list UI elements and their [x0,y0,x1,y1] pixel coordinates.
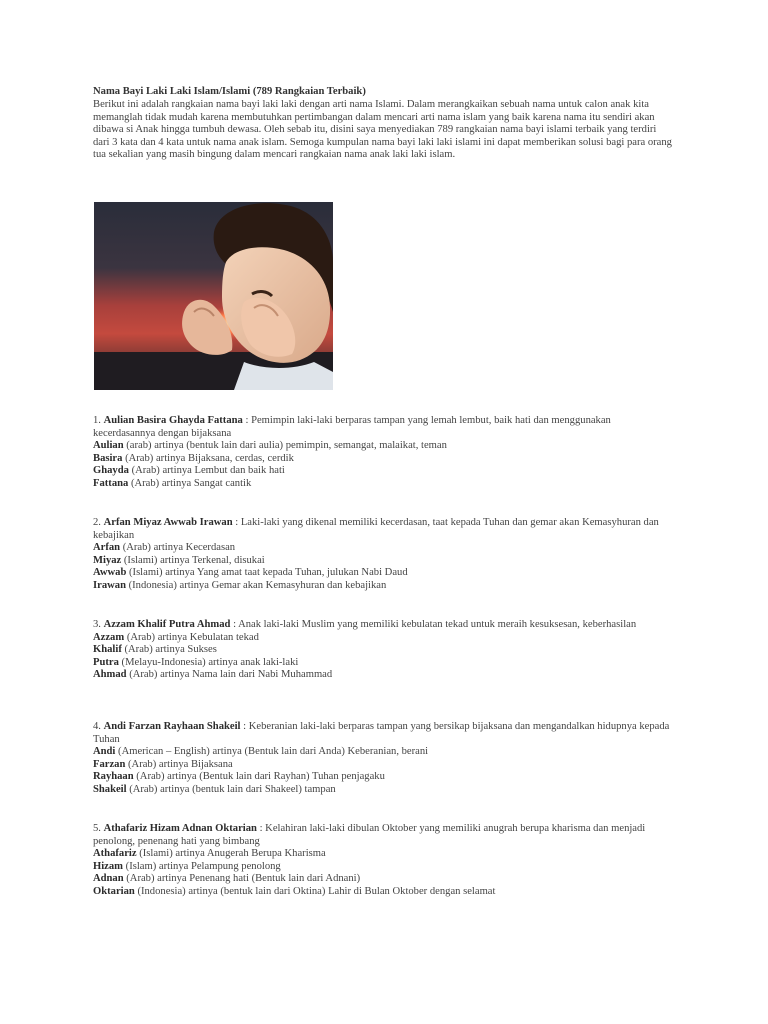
part-name: Basira [93,452,123,464]
part-meaning: (Melayu-Indonesia) artinya anak laki-laki [118,656,299,668]
entry-full-name: Andi Farzan Rayhaan Shakeil [103,721,241,732]
name-part [93,453,673,466]
name-part [93,440,673,453]
entry-heading [93,517,673,542]
name-part [93,580,673,593]
part-meaning: (Arab) artinya Kebulatan tekad [124,631,259,643]
part-name: Khalif [93,644,122,656]
name-part [93,848,673,861]
entry-full-name: Azzam Khalif Putra Ahmad [103,619,231,630]
document-title: Nama Bayi Laki Laki Islam/Islami (789 Rangkaian Terbaik) [93,86,366,97]
entry-description: : Anak laki-laki Muslim yang memiliki kebulatan tekad untuk meraih kesuksesan, keberhasilan [230,619,637,630]
entry-number: 4. [93,721,101,732]
name-part [93,669,673,682]
entry-description: : Keberanian laki-laki berparas tampan yang bersikap bijaksana dan mengandalkan hidupnya kepada Tuhan [93,721,670,745]
part-name: Fattana [93,477,129,489]
part-meaning: (Arab) artinya Sukses [121,644,217,656]
name-part [93,632,673,645]
praying-child-photo [94,202,333,390]
entry-number: 5. [93,823,101,834]
entry-number: 1. [93,415,101,426]
part-meaning: (Arab) artinya (Bentuk lain dari Rayhan) Tuhan penjagaku [133,771,385,783]
part-name: Awwab [93,567,127,579]
entry-number: 2. [93,517,101,528]
entry-full-name: Arfan Miyaz Awwab Irawan [103,517,233,528]
part-name: Shakeil [93,783,127,795]
entry-description: : Kelahiran laki-laki dibulan Oktober yang memiliki anugrah berupa kharisma dan menjadi penolong, penenang hati yang bimbang [93,823,646,847]
part-name: Putra [93,656,119,668]
part-meaning: (Arab) artinya (bentuk lain dari Shakeel) tampan [126,783,336,795]
part-name: Ghayda [93,465,129,477]
name-part [93,644,673,657]
name-part [93,771,673,784]
name-part [93,784,673,797]
name-entry-2 [93,517,673,593]
part-name: Oktarian [93,885,135,897]
name-part [93,465,673,478]
part-meaning: (Arab) artinya Lembut dan baik hati [128,465,285,477]
part-name: Athafariz [93,848,137,860]
name-entry-3 [93,619,673,682]
entry-number: 3. [93,619,101,630]
part-meaning: (Islami) artinya Yang amat taat kepada Tuhan, julukan Nabi Daud [126,567,408,579]
entry-heading [93,721,673,746]
name-part [93,567,673,580]
intro-paragraph: Berikut ini adalah rangkaian nama bayi laki laki dengan arti nama Islami. Dalam merangkaikan sebuah nama untuk calon anak kita memanglah tidak mudah karena membutuhkan pertimbangan dalam mencari arti nama islam yang baik karena nama itu sendiri akan dibawa si Anak hingga tumbuh dewasa. Oleh sebab itu, disini saya menyediakan 789 rangkaian nama bayi islami terbaik yang terdiri dari 3 kata dan 4 kata untuk nama anak islam. Semoga kumpulan nama bayi laki laki islami ini dapat memberikan solusi bagi para orang tua sekalian yang masih bingung dalam mencari rangkaian nama anak laki laki islam. [93,99,672,161]
name-part [93,873,673,886]
part-meaning: (arab) artinya (bentuk lain dari aulia) pemimpin, semangat, malaikat, teman [123,440,447,452]
part-meaning: (Arab) artinya Kecerdasan [120,542,236,554]
part-meaning: (Indonesia) artinya (bentuk lain dari Oktina) Lahir di Bulan Oktober dengan selamat [134,885,496,897]
part-meaning: (Islami) artinya Terkenal, disukai [121,554,265,566]
part-name: Andi [93,746,116,758]
entry-full-name: Aulian Basira Ghayda Fattana [103,415,243,426]
part-name: Irawan [93,579,126,591]
part-name: Ahmad [93,669,127,681]
part-meaning: (Arab) artinya Bijaksana, cerdas, cerdik [122,452,294,464]
part-name: Adnan [93,873,124,885]
name-part [93,886,673,899]
part-meaning: (Indonesia) artinya Gemar akan Kemasyhuran dan kebajikan [125,579,387,591]
part-name: Aulian [93,440,124,452]
part-name: Miyaz [93,554,122,566]
name-entry-4 [93,721,673,797]
part-name: Hizam [93,860,124,872]
name-part [93,746,673,759]
entry-heading [93,415,673,440]
part-name: Rayhaan [93,771,134,783]
part-name: Arfan [93,542,121,554]
part-meaning: (Arab) artinya Nama lain dari Nabi Muhammad [126,669,333,681]
name-entry-1 [93,415,673,491]
entry-heading [93,619,673,632]
entry-description: : Pemimpin laki-laki berparas tampan yang lemah lembut, baik hati dan menggunakan kecerdasannya dengan bijaksana [93,415,611,439]
part-meaning: (Arab) artinya Bijaksana [125,758,233,770]
entry-heading [93,823,673,848]
name-part [93,861,673,874]
part-name: Azzam [93,631,125,643]
part-meaning: (Arab) artinya Sangat cantik [128,477,252,489]
name-part [93,478,673,491]
name-part [93,657,673,670]
entry-description: : Laki-laki yang dikenal memiliki kecerdasan, taat kepada Tuhan dan gemar akan Kemasyhuran dan kebajikan [93,517,659,541]
name-part [93,555,673,568]
part-meaning: (Islami) artinya Anugerah Berupa Kharisma [136,848,326,860]
name-part [93,759,673,772]
part-meaning: (Islam) artinya Pelampung penolong [123,860,281,872]
name-entry-5 [93,823,673,899]
part-meaning: (American – English) artinya (Bentuk lain dari Anda) Keberanian, berani [115,746,429,758]
entry-full-name: Athafariz Hizam Adnan Oktarian [103,823,257,834]
part-meaning: (Arab) artinya Penenang hati (Bentuk lain dari Adnani) [123,873,361,885]
name-part [93,542,673,555]
part-name: Farzan [93,758,126,770]
